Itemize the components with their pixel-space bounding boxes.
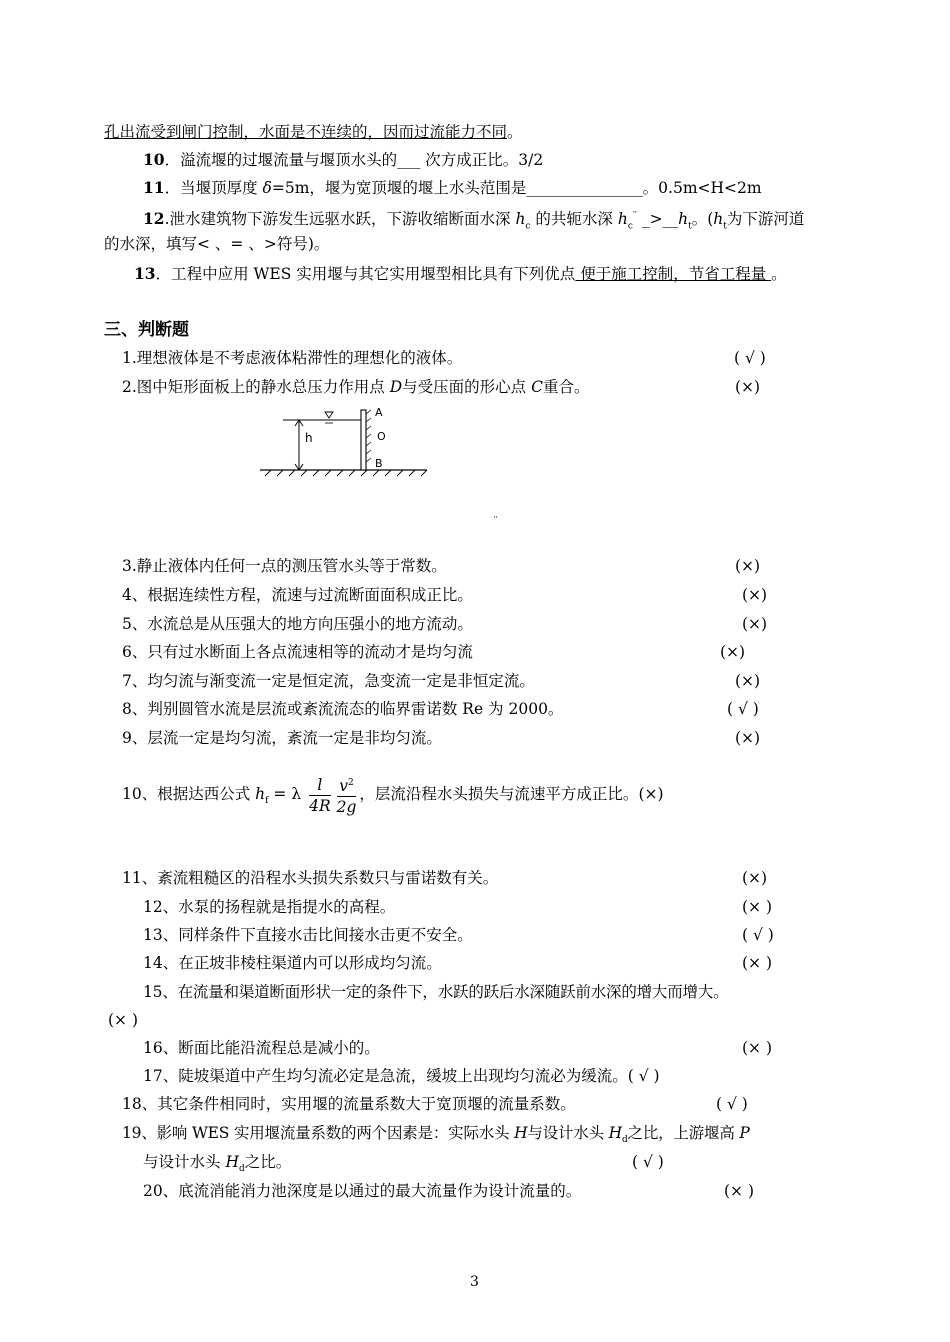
item-16: 16、断面比能沿流程总是减小的。 <box>143 1039 380 1057</box>
item-5: 5、水流总是从压强大的地方向压强小的地方流动。 <box>122 615 473 633</box>
item-4-mark: (×) <box>742 586 768 604</box>
item-10: 10、根据达西公式 $h_f = \lambda$ $\frac{l}{4R}$ $\frac{v^2}{2g}$ ，层流沿程水头损失与流速平方成正比。(×) <box>122 772 664 823</box>
item-3-mark: (×) <box>735 557 761 575</box>
item-15-mark: (× ) <box>108 1011 139 1029</box>
item-11: 11、紊流粗糙区的沿程水头损失系数只与雷诺数有关。 <box>122 869 499 887</box>
item-13-mark: ( √ ) <box>742 926 774 944</box>
item-19: 19、影响 WES 实用堰流量系数的两个因素是：实际水头 H与设计水头 $H_d$之比，上游堰高 P <box>122 1124 750 1146</box>
item-7-mark: (×) <box>735 672 761 690</box>
item-6: 6、只有过水断面上各点流速相等的流动才是均匀流 <box>122 643 473 661</box>
formula-fraction-v: $\frac{v^2}{2g}$ <box>337 773 357 817</box>
h-label: h <box>305 431 313 445</box>
fill-line-0-answer: 孔出流受到闸门控制，水面是不连续的，因而过流能力不同 <box>104 123 508 141</box>
item-10-mark: (×) <box>638 785 664 803</box>
fill-q13-answer: 便于施工控制，节省工程量 <box>575 265 772 283</box>
section-title: 三、判断题 <box>104 320 189 340</box>
formula-fraction-l: $\frac{l}{4R}$ <box>309 775 331 815</box>
item-14-mark: (× ) <box>742 954 773 972</box>
item-8: 8、判别圆管水流是层流或紊流流态的临界雷诺数 Re 为 2000。 <box>122 700 564 718</box>
item-12: 12、水泵的扬程就是指提水的高程。 <box>143 898 396 916</box>
fill-q12: 12.泄水建筑物下游发生远驱水跃，下游收缩断面水深 $h_c$ 的共轭水深 $h_c''$ $\_>\_\_h_t$。($h_t$为下游河道 <box>143 209 805 232</box>
item-12-mark: (× ) <box>742 898 773 916</box>
item-2: 2.图中矩形面板上的静水总压力作用点 D与受压面的形心点 C重合。 <box>122 378 590 396</box>
item-20-mark: (× ) <box>724 1182 755 1200</box>
rectangular-plate-figure <box>255 400 435 482</box>
item-7: 7、均匀流与渐变流一定是恒定流，急变流一定是非恒定流。 <box>122 672 535 690</box>
water-level-icon <box>325 412 333 418</box>
item-19-mark: ( √ ) <box>632 1153 664 1171</box>
stray-mark: ¨ <box>493 516 498 527</box>
B-label: B <box>375 457 383 470</box>
item-11-mark: (×) <box>742 869 768 887</box>
fill-line-0: 孔出流受到闸门控制，水面是不连续的，因而过流能力不同。 <box>104 123 523 141</box>
fill-q13: 13．工程中应用 WES 实用堰与其它实用堰型相比具有下列优点 便于施工控制，节省工程量 。 <box>134 264 787 283</box>
item-1: 1.理想液体是不考虑液体粘滞性的理想化的液体。 <box>122 349 463 367</box>
item-8-mark: ( √ ) <box>727 700 759 718</box>
item-2-mark: (×) <box>735 378 761 396</box>
fill-q11: 11．当堰顶厚度 δ=5m，堰为宽顶堰的堰上水头范围是_______________。0.5m<H<2m <box>143 178 762 197</box>
item-18-mark: ( √ ) <box>716 1095 748 1113</box>
O-label: O <box>377 430 386 443</box>
item-6-mark: (×) <box>720 643 746 661</box>
item-3: 3.静止液体内任何一点的测压管水头等于常数。 <box>122 557 447 575</box>
item-17-mark: ( √ ) <box>627 1067 660 1085</box>
item-4: 4、根据连续性方程，流速与过流断面面积成正比。 <box>122 586 473 604</box>
item-17: 17、陡坡渠道中产生均匀流必定是急流，缓坡上出现均匀流必为缓流。( √ ) <box>143 1067 660 1085</box>
item-9: 9、层流一定是均匀流，紊流一定是非均匀流。 <box>122 729 442 747</box>
item-13: 13、同样条件下直接水击比间接水击更不安全。 <box>143 926 473 944</box>
item-18: 18、其它条件相同时，实用堰的流量系数大于宽顶堰的流量系数。 <box>122 1095 576 1113</box>
item-14: 14、在正坡非棱柱渠道内可以形成均匀流。 <box>143 954 442 972</box>
item-16-mark: (× ) <box>742 1039 773 1057</box>
item-1-mark: ( √ ) <box>734 349 766 367</box>
item-5-mark: (×) <box>742 615 768 633</box>
fill-q10: 10．溢流堰的过堰流量与堰顶水头的___ 次方成正比。3/2 <box>143 150 544 169</box>
item-19-line2: 与设计水头 $H_d$之比。 <box>143 1153 292 1175</box>
item-20: 20、底流消能消力池深度是以通过的最大流量作为设计流量的。 <box>143 1182 582 1200</box>
A-label: A <box>375 406 383 419</box>
plate-hatch <box>366 410 371 462</box>
page-number: 3 <box>470 1274 479 1290</box>
fill-q12-line2: 的水深，填写< 、= 、>符号)。 <box>104 235 330 253</box>
item-9-mark: (×) <box>735 729 761 747</box>
ground-hatch <box>265 470 427 476</box>
item-15: 15、在流量和渠道断面形状一定的条件下，水跃的跃后水深随跃前水深的增大而增大。 <box>143 983 729 1001</box>
plate <box>361 410 366 470</box>
